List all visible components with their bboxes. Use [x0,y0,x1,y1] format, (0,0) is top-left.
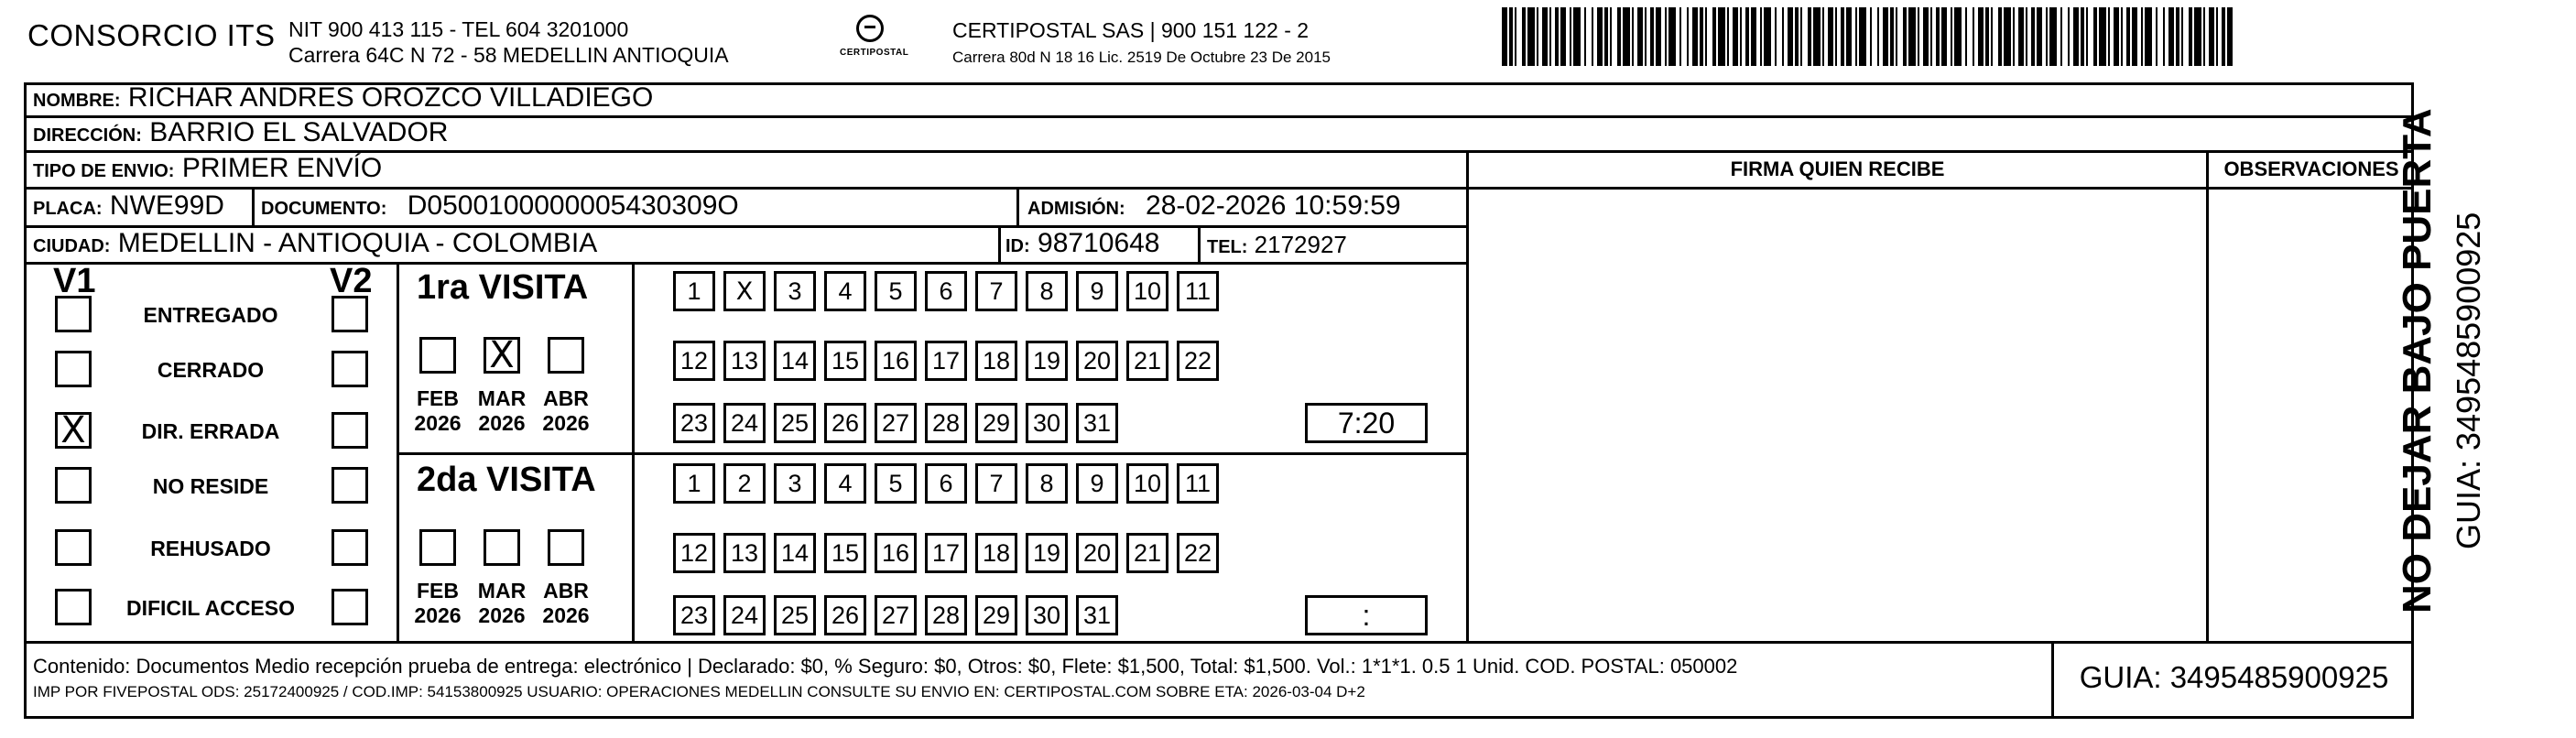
day-box[interactable] [774,595,816,635]
day-number: 27 [881,409,910,437]
signature-divider [1466,150,1469,643]
day-number: 1 [687,470,701,497]
day-number: X [735,277,754,306]
v2-checkbox[interactable] [332,296,368,332]
day-number: 30 [1032,602,1061,629]
company-name: CONSORCIO ITS [27,18,276,52]
month-checkbox[interactable] [548,337,584,374]
certipostal-line1: CERTIPOSTAL SAS | 900 151 122 - 2 [952,18,1310,42]
month-label [538,386,593,436]
month-year: 2026 [414,603,462,627]
tel-value: 2172927 [1254,231,1347,258]
day-number: 21 [1133,539,1162,567]
row-divider [24,187,1466,190]
day-box[interactable] [673,595,715,635]
day-number: 10 [1133,470,1162,497]
documento-cell [261,190,739,222]
day-number: 15 [831,347,860,374]
tel-divider [1198,225,1201,264]
day-number: 24 [730,409,759,437]
day-box[interactable] [975,463,1017,504]
day-box[interactable] [723,463,766,504]
day-box[interactable] [673,533,715,573]
day-box[interactable] [975,271,1017,311]
day-box[interactable] [673,463,715,504]
day-number: 5 [888,277,903,305]
ciudad-value: MEDELLIN - ANTIOQUIA - COLOMBIA [117,228,598,258]
day-number: 11 [1184,470,1212,497]
side-guia: GUIA: 3495485900925 [2450,212,2487,549]
id-divider [998,225,1001,264]
visit-row-divider [397,452,1468,455]
day-number: 6 [939,470,953,497]
month-name: ABR [543,579,589,602]
day-box[interactable] [975,533,1017,573]
day-box[interactable] [824,463,866,504]
ciudad-cell [33,228,597,259]
month-checkbox[interactable] [484,529,520,566]
month-checkbox[interactable] [484,334,520,376]
observaciones-label: OBSERVACIONES [2223,157,2399,180]
day-box[interactable] [925,533,967,573]
day-box[interactable] [774,271,816,311]
admision-value: 28-02-2026 10:59:59 [1146,190,1401,221]
day-number: 25 [780,602,810,629]
day-box[interactable] [824,595,866,635]
checkbox-mark: X [60,409,86,451]
v1-checkbox[interactable] [55,589,92,625]
certipostal-line2: Carrera 80d N 18 16 Lic. 2519 De Octubre 23 De 2015 [952,49,1331,66]
v1-checkbox[interactable] [55,296,92,332]
day-number: 4 [838,277,853,305]
day-number: 1 [687,277,701,305]
time-box[interactable] [1305,595,1428,635]
day-box[interactable] [723,533,766,573]
v2-label: V2 [330,262,373,300]
day-box[interactable] [824,403,866,443]
status-option-label: REHUSADO [150,537,271,560]
day-box[interactable] [774,341,816,381]
day-number: 13 [730,539,759,567]
month-name: MAR [477,579,527,602]
direccion-label: DIRECCIÓN: [33,125,142,146]
month-name: ABR [543,386,589,410]
day-box[interactable] [1177,533,1219,573]
month-checkbox[interactable] [419,529,456,566]
day-box[interactable] [1026,403,1068,443]
logo-text: CERTIPOSTAL [840,48,909,58]
day-number: 12 [679,539,709,567]
day-box[interactable] [975,403,1017,443]
day-box[interactable] [673,341,715,381]
day-number: 2 [737,470,752,497]
month-name: FEB [417,386,459,410]
day-box[interactable] [673,403,715,443]
month-name: FEB [417,579,459,602]
day-box[interactable] [774,533,816,573]
direccion-value: BARRIO EL SALVADOR [149,117,449,147]
tipo-row [33,153,382,184]
month-checkbox[interactable] [419,337,456,374]
day-number: 15 [831,539,860,567]
side-warning: NO DEJAR BAJO PUERTA [2395,108,2440,613]
month-label [410,579,465,628]
observ-divider [2206,150,2209,643]
day-number: 17 [931,347,961,374]
day-number: 22 [1183,347,1212,374]
day-box[interactable] [925,595,967,635]
day-box[interactable] [1126,271,1168,311]
day-box[interactable] [875,533,917,573]
v2-checkbox[interactable] [332,589,368,625]
day-box[interactable] [925,403,967,443]
month-label [410,386,465,436]
nombre-row [33,82,653,114]
placa-value: NWE99D [109,190,224,221]
nombre-label: NOMBRE: [33,91,121,111]
month-year: 2026 [414,411,462,435]
day-box[interactable] [723,595,766,635]
day-number: 18 [982,347,1011,374]
day-box[interactable] [774,403,816,443]
guia-number: GUIA: 3495485900925 [2051,641,2414,719]
day-number: 3 [788,470,802,497]
visit2-title: 2da VISITA [417,461,596,499]
day-number: 8 [1039,277,1054,305]
day-box[interactable] [1177,463,1219,504]
tel-label: TEL: [1207,237,1248,257]
v1-checkbox[interactable] [55,409,92,451]
day-number: 26 [831,602,860,629]
company-address: Carrera 64C N 72 - 58 MEDELLIN ANTIOQUIA [288,43,729,67]
day-number: 19 [1032,347,1061,374]
v2-checkbox[interactable] [332,529,368,566]
month-label [474,579,529,628]
day-box[interactable] [824,533,866,573]
status-option-label: DIR. ERRADA [141,419,280,443]
day-number: 20 [1082,347,1112,374]
day-box[interactable] [1026,533,1068,573]
day-number: 4 [838,470,853,497]
day-box[interactable] [1026,341,1068,381]
certipostal-info [952,16,1331,71]
day-number: 31 [1082,409,1112,437]
day-number: 7 [989,470,1004,497]
day-number: 12 [679,347,709,374]
admision-divider [1016,187,1019,227]
day-number: 19 [1032,539,1061,567]
day-box[interactable] [875,341,917,381]
visit-time: : [1362,599,1371,632]
day-box[interactable] [1076,403,1118,443]
placa-divider [252,187,255,227]
day-number: 25 [780,409,810,437]
month-year: 2026 [478,603,526,627]
day-box[interactable] [774,463,816,504]
day-number: 17 [931,539,961,567]
id-label: ID: [1005,236,1030,256]
month-name: MAR [477,386,527,410]
nombre-value: RICHAR ANDRES OROZCO VILLADIEGO [127,82,654,113]
day-box[interactable] [1126,463,1168,504]
admision-cell [1027,190,1401,222]
status-option-label: DIFICIL ACCESO [125,596,295,620]
day-box[interactable] [925,341,967,381]
day-number: 10 [1133,277,1162,305]
firma-label: FIRMA QUIEN RECIBE [1730,157,1945,180]
direccion-row [33,117,448,148]
day-number: 6 [939,277,953,305]
admision-label: ADMISIÓN: [1027,199,1125,219]
v2-checkbox[interactable] [332,467,368,504]
v2-checkbox[interactable] [332,412,368,449]
day-number: 14 [780,347,810,374]
day-number: 23 [679,602,709,629]
day-number: 5 [888,470,903,497]
day-box[interactable] [1076,271,1118,311]
month-label [538,579,593,628]
day-box[interactable] [1076,533,1118,573]
day-box[interactable] [1177,271,1219,311]
month-checkbox[interactable] [548,529,584,566]
day-box[interactable] [824,341,866,381]
month-year: 2026 [478,411,526,435]
day-number: 26 [831,409,860,437]
footer-print-info: IMP POR FIVEPOSTAL ODS: 25172400925 / COD.IMP: 54153800925 USUARIO: OPERACIONES MEDELLIN CONSULTE SU ENVIO EN: CERTIPOSTAL.COM SOBRE ETA: 2026-03-04 D+2 [33,683,1365,700]
v1-checkbox[interactable] [55,351,92,387]
day-number: 22 [1183,539,1212,567]
documento-label: DOCUMENTO: [261,199,387,219]
row-divider [24,262,1466,265]
day-number: 16 [881,347,910,374]
status-option-label: NO RESIDE [152,474,269,498]
day-box[interactable] [723,403,766,443]
day-number: 11 [1184,277,1212,305]
month-year: 2026 [542,411,590,435]
day-number: 14 [780,539,810,567]
day-box[interactable] [1026,271,1068,311]
tipo-label: TIPO DE ENVIO: [33,161,175,181]
day-box[interactable] [1076,595,1118,635]
tel-cell [1207,231,1347,259]
documento-value: D0500100000005430309O [407,190,739,221]
day-number: 28 [931,602,961,629]
month-year: 2026 [542,603,590,627]
status-option-label: CERRADO [157,358,265,382]
day-number: 20 [1082,539,1112,567]
day-box[interactable] [975,341,1017,381]
day-box[interactable] [1076,341,1118,381]
logo-icon [856,15,884,42]
day-number: 29 [982,602,1011,629]
day-number: 29 [982,409,1011,437]
day-box[interactable] [1076,463,1118,504]
day-box[interactable] [875,595,917,635]
day-number: 8 [1039,470,1054,497]
checkbox-mark: X [489,334,515,376]
day-box[interactable] [723,271,766,311]
day-box[interactable] [1177,341,1219,381]
footer-contents: Contenido: Documentos Medio recepción prueba de entrega: electrónico | Declarado: $0, % Seguro: $0, Otros: $0, Flete: $1,500, Total: $1,500. Vol.: 1*1*1. 0.5 1 Unid. COD. POSTAL: 050002 [33,655,1738,678]
day-number: 3 [788,277,802,305]
v2-checkbox[interactable] [332,351,368,387]
day-number: 30 [1032,409,1061,437]
barcode [1502,7,2234,66]
month-label [474,386,529,436]
day-number: 16 [881,539,910,567]
day-number: 27 [881,602,910,629]
day-box[interactable] [1126,533,1168,573]
id-cell [1005,228,1160,259]
day-number: 18 [982,539,1011,567]
day-number: 28 [931,409,961,437]
visit-time: 7:20 [1337,407,1396,440]
day-number: 7 [989,277,1004,305]
day-number: 24 [730,602,759,629]
day-number: 9 [1090,470,1104,497]
day-box[interactable] [875,463,917,504]
day-box[interactable] [1026,463,1068,504]
time-box[interactable] [1305,403,1428,443]
nit-line: NIT 900 413 115 - TEL 604 3201000 [288,17,629,41]
day-box[interactable] [1026,595,1068,635]
row-divider [24,150,2414,153]
day-box[interactable] [975,595,1017,635]
placa-cell [33,190,224,222]
id-value: 98710648 [1038,228,1160,258]
day-box[interactable] [925,463,967,504]
tipo-value: PRIMER ENVÍO [181,153,383,183]
day-number: 21 [1133,347,1162,374]
day-box[interactable] [673,271,715,311]
day-number: 9 [1090,277,1104,305]
visit1-title: 1ra VISITA [417,268,589,307]
day-box[interactable] [875,403,917,443]
day-box[interactable] [875,271,917,311]
v1-checkbox[interactable] [55,529,92,566]
day-number: 31 [1082,602,1112,629]
day-box[interactable] [925,271,967,311]
status-option-label: ENTREGADO [143,303,278,327]
day-number: 13 [730,347,759,374]
day-box[interactable] [824,271,866,311]
v1-checkbox[interactable] [55,467,92,504]
company-contact [288,16,729,68]
v1-label: V1 [53,262,96,300]
placa-label: PLACA: [33,199,103,219]
signature-header-line [1466,187,2414,190]
day-box[interactable] [1126,341,1168,381]
ciudad-label: CIUDAD: [33,236,111,256]
day-box[interactable] [723,341,766,381]
day-number: 23 [679,409,709,437]
certipostal-logo [838,13,909,68]
